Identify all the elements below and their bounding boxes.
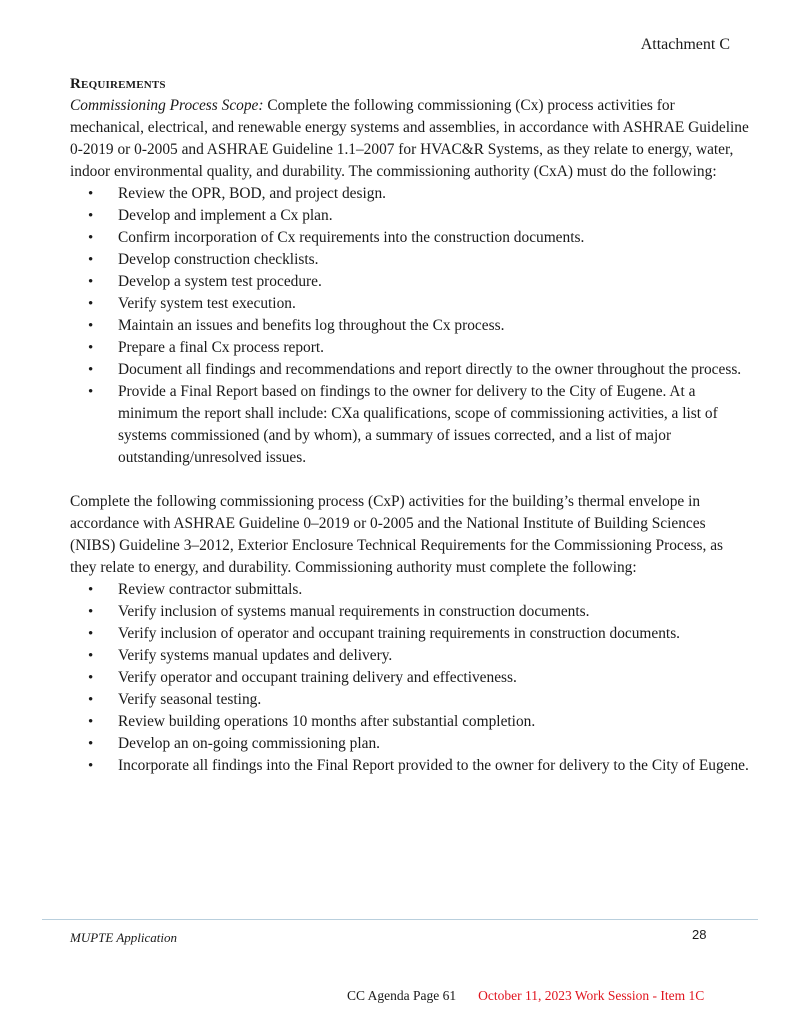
list-item: • Review building operations 10 months after substantial completion.	[70, 711, 750, 733]
attachment-label: Attachment C	[640, 36, 730, 53]
footer-divider	[42, 919, 758, 920]
agenda-stamp	[347, 988, 704, 1004]
page-number: 28	[692, 927, 707, 942]
list-item: • Develop construction checklists.	[70, 249, 750, 271]
list-item: • Incorporate all findings into the Final Report provided to the owner for delivery to the City of Eugene.	[70, 755, 750, 777]
list-item: • Verify inclusion of operator and occupant training requirements in construction documents.	[70, 623, 750, 645]
spacer	[70, 469, 750, 491]
envelope-activities-list	[70, 579, 750, 777]
list-item: • Review contractor submittals.	[70, 579, 750, 601]
list-item: • Develop an on-going commissioning plan.	[70, 733, 750, 755]
list-item: • Verify operator and occupant training delivery and effectiveness.	[70, 667, 750, 689]
list-item: • Develop a system test procedure.	[70, 271, 750, 293]
cx-activities-list	[70, 183, 750, 469]
work-session-label: October 11, 2023 Work Session - Item 1C	[478, 988, 705, 1003]
list-item: • Maintain an issues and benefits log throughout the Cx process.	[70, 315, 750, 337]
footer-application-label: MUPTE Application	[70, 930, 178, 945]
list-item: • Verify system test execution.	[70, 293, 750, 315]
document-body	[70, 73, 750, 777]
list-item: • Verify seasonal testing.	[70, 689, 750, 711]
list-item: • Review the OPR, BOD, and project design.	[70, 183, 750, 205]
intro-paragraph	[70, 95, 750, 183]
section-heading: Requirements	[70, 76, 166, 92]
intro-text: Complete the following commissioning (Cx) process activities for mechanical, electrical, and renewable energy systems and assemblies, in accordance with ASHRAE Guideline 0-2019 or 0-2005 and ASHRAE Guideline 1.1–2007 for HVAC&R Systems, as they relate to energy, water, indoor environmental quality, and durability. The commissioning authority (CxA) must do the following:	[70, 97, 749, 180]
list-item: • Verify systems manual updates and delivery.	[70, 645, 750, 667]
list-item: • Prepare a final Cx process report.	[70, 337, 750, 359]
intro-label: Commissioning Process Scope:	[70, 97, 264, 114]
list-item: • Develop and implement a Cx plan.	[70, 205, 750, 227]
envelope-paragraph: Complete the following commissioning process (CxP) activities for the building’s thermal envelope in accordance with ASHRAE Guideline 0–2019 or 0-2005 and the National Institute of Building Sciences (NIBS) Guideline 3–2012, Exterior Enclosure Technical Requirements for the Commissioning Process, as they relate to energy, and durability. Commissioning authority must complete the following:	[70, 493, 724, 576]
list-item: • Document all findings and recommendations and report directly to the owner throughout the process.	[70, 359, 750, 381]
list-item: • Confirm incorporation of Cx requirements into the construction documents.	[70, 227, 750, 249]
list-item: • Verify inclusion of systems manual requirements in construction documents.	[70, 601, 750, 623]
agenda-page: CC Agenda Page 61	[347, 988, 457, 1003]
list-item: • Provide a Final Report based on findings to the owner for delivery to the City of Eugene. At a minimum the report shall include: CXa qualifications, scope of commissioning activities, a list of systems commissioned (and by whom), a summary of issues corrected, and a list of major outstanding/unresolved issues.	[70, 381, 750, 469]
